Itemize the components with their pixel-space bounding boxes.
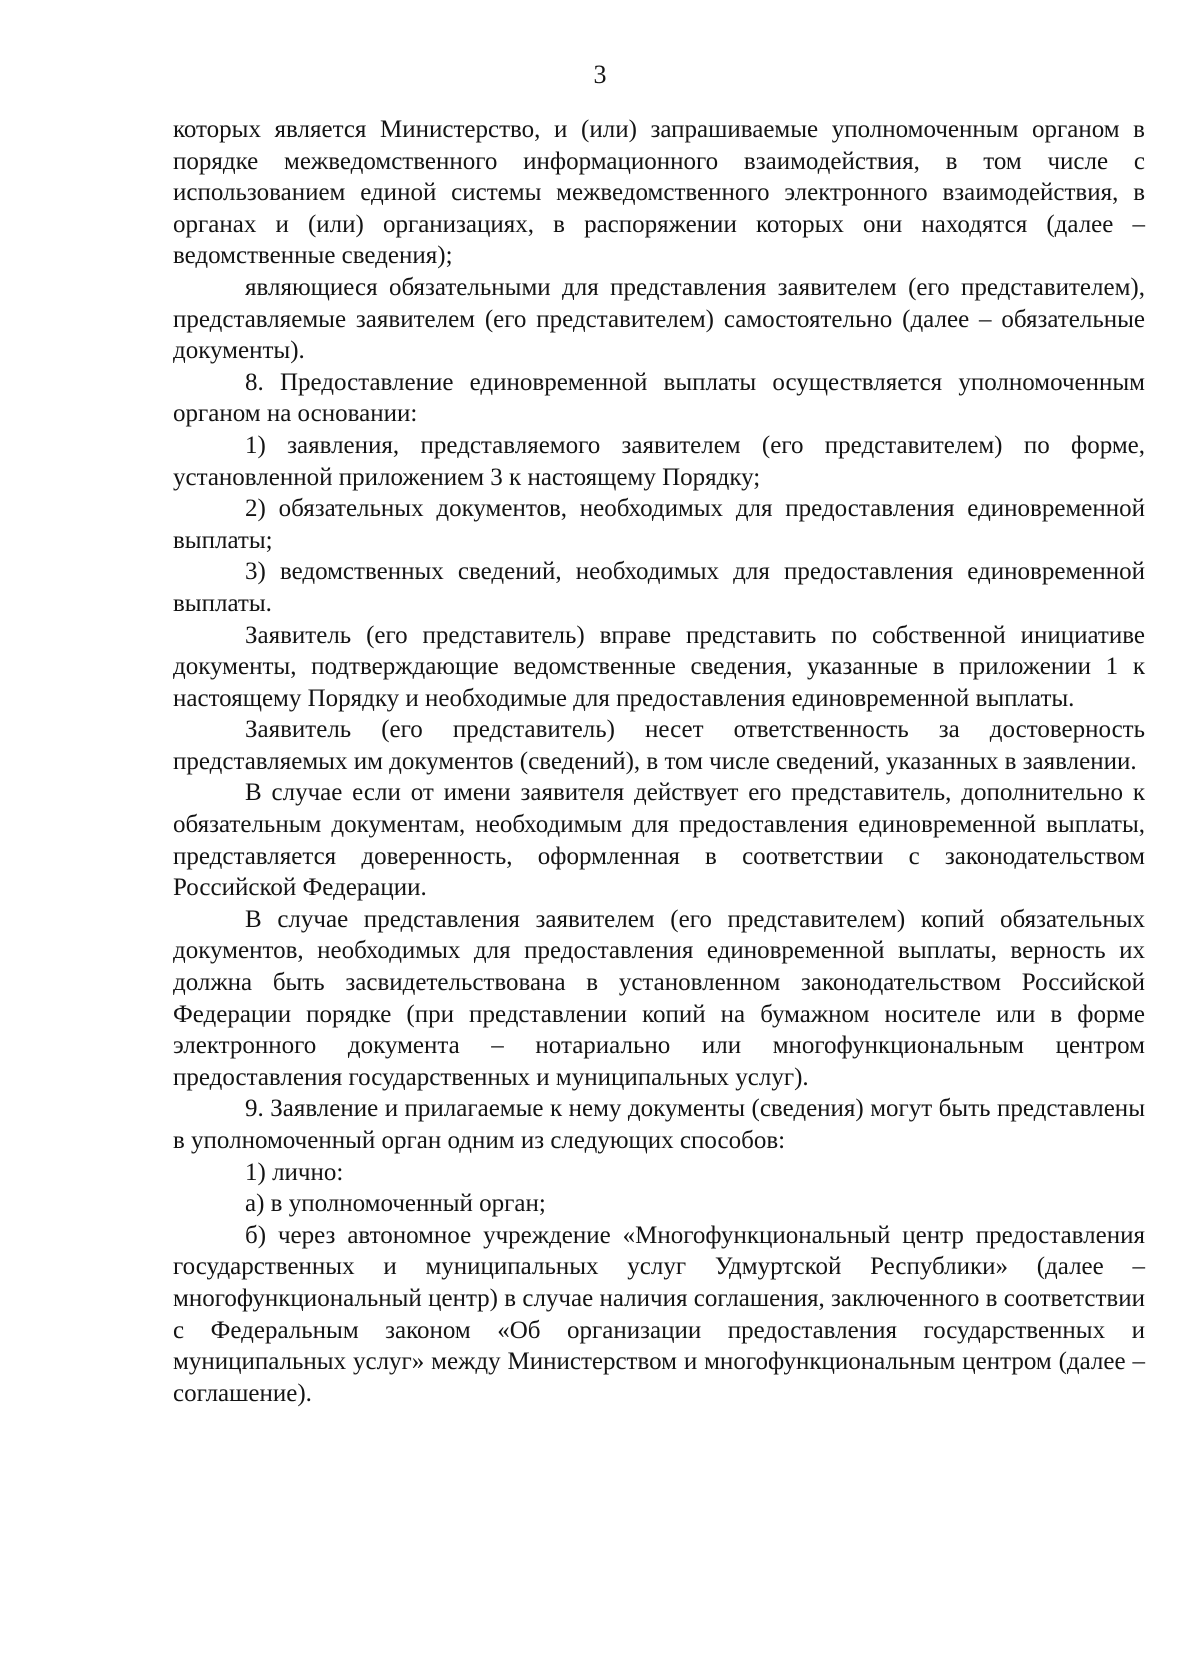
document-body (173, 114, 1145, 1409)
paragraph-item-8: 8. Предоставление единовременной выплаты осуществляется уполномоченным органом на основании: (173, 368, 1145, 428)
paragraph-in-person: 1) лично: (245, 1158, 344, 1186)
paragraph-own-initiative: Заявитель (его представитель) вправе представить по собственной инициативе документы, подтверждающие ведомственные сведения, указанные в приложении 1 к настоящему Порядку и необходимые для предоставления единовременной выплаты. (173, 621, 1145, 712)
page-number: 3 (593, 60, 607, 89)
paragraph-item-9: 9. Заявление и прилагаемые к нему документы (сведения) могут быть представлены в уполномоченный орган одним из следующих способов: (173, 1095, 1145, 1154)
paragraph-subitem-a: а) в уполномоченный орган; (245, 1190, 546, 1218)
paragraph-subitem-b: б) через автономное учреждение «Многофункциональный центр предоставления государственных и муниципальных услуг Удмуртской Республики» (далее – многофункциональный центр) в случае наличия соглашения, заключенного в соответствии с Федеральным законом «Об организации предоставления государственных и муниципальных услуг» между Министерством и многофункциональным центром (далее – соглашение). (173, 1221, 1145, 1407)
paragraph-responsibility: Заявитель (его представитель) несет ответственность за достоверность представляемых им документов (сведений), в том числе сведений, указанных в заявлении. (173, 716, 1145, 775)
paragraph-representative: В случае если от имени заявителя действует его представитель, дополнительно к обязательным документам, необходимым для предоставления единовременной выплаты, представляется доверенность, оформленная в соответствии с законодательством Российской Федерации. (173, 779, 1145, 902)
paragraph-subitem-1: 1) заявления, представляемого заявителем (его представителем) по форме, установленной приложением 3 к настоящему Порядку; (173, 431, 1145, 491)
paragraph-departmental-info: которых является Министерство, и (или) запрашиваемые уполномоченным органом в порядке межведомственного информационного взаимодействия, в том числе с использованием единой системы межведомственного электронного взаимодействия, в органах и (или) организациях, в распоряжении которых они находятся (далее – ведомственные сведения); (173, 116, 1145, 270)
paragraph-mandatory-docs: являющиеся обязательными для представления заявителем (его представителем), представляемые заявителем (его представителем) самостоятельно (далее – обязательные документы). (173, 273, 1145, 365)
paragraph-subitem-3: 3) ведомственных сведений, необходимых для предоставления единовременной выплаты. (173, 558, 1145, 617)
paragraph-copies: В случае представления заявителем (его представителем) копий обязательных документов, необходимых для предоставления единовременной выплаты, верность их должна быть засвидетельствована в установленном законодательством Российской Федерации порядке (при представлении копий на бумажном носителе или в форме электронного документа – нотариально или многофункциональным центром предоставления государственных и муниципальных услуг). (173, 905, 1145, 1091)
paragraph-subitem-2: 2) обязательных документов, необходимых для предоставления единовременной выплаты; (173, 495, 1145, 554)
